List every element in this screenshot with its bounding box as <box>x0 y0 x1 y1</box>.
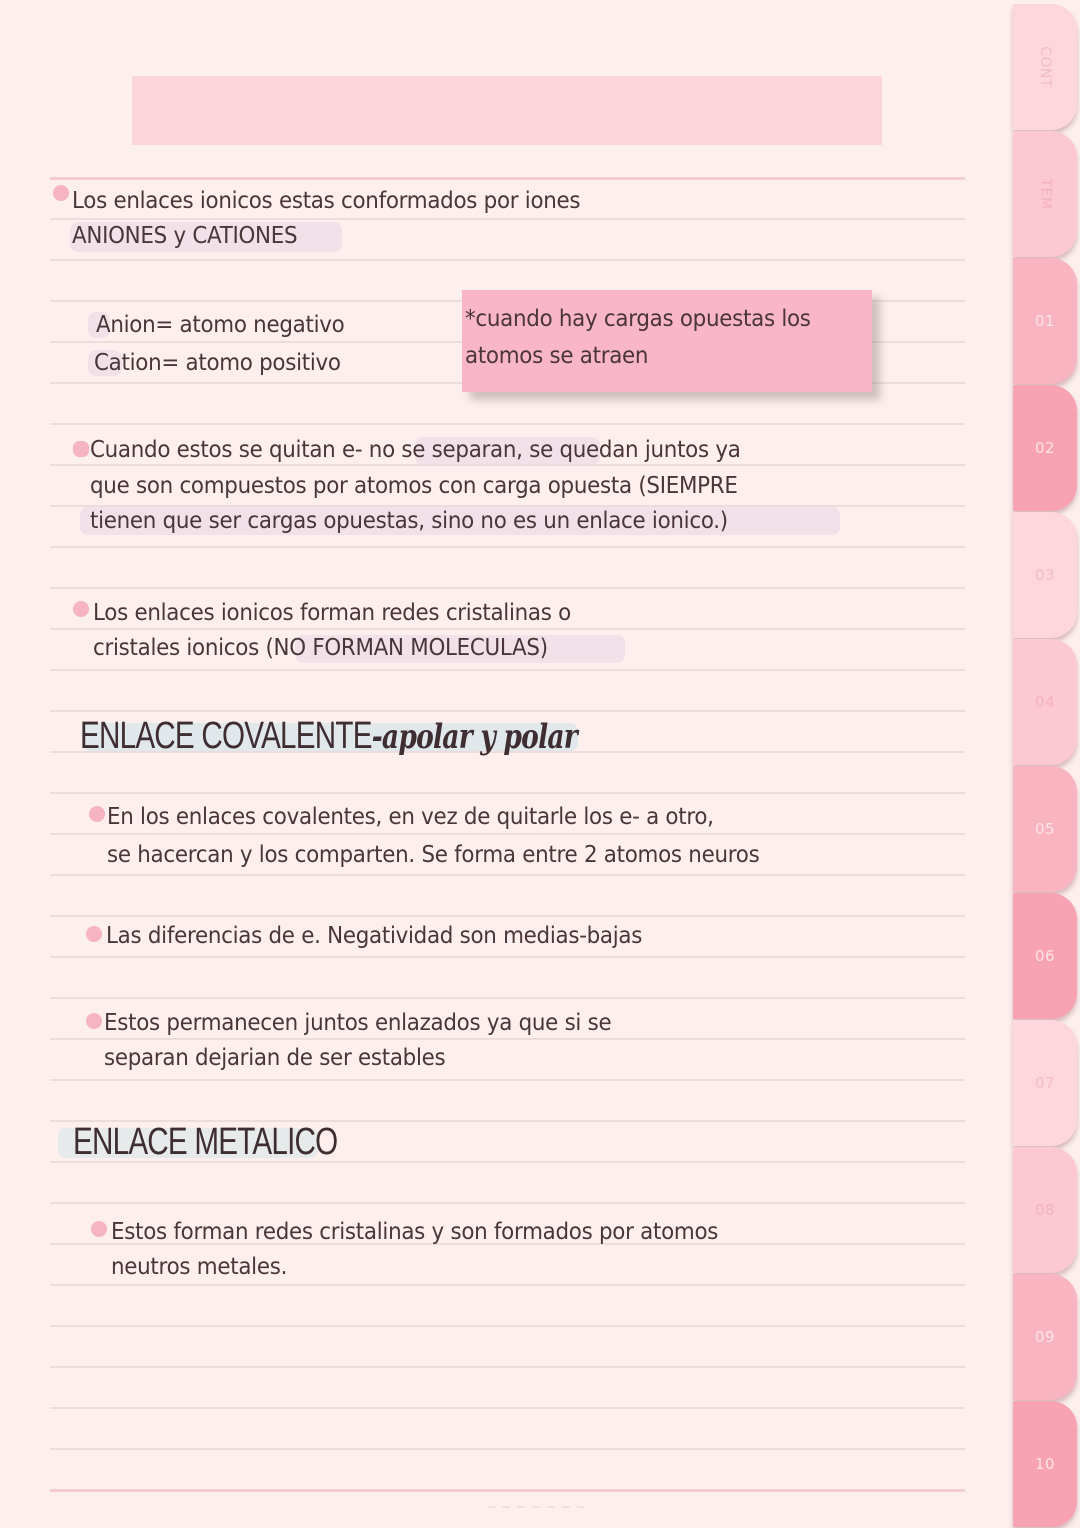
note-text: Las diferencias de e. Negatividad son medias-bajas <box>106 923 643 949</box>
rule-line <box>50 956 965 958</box>
section-heading-metallic <box>73 1120 337 1164</box>
note-text: En los enlaces covalentes, en vez de quitarle los e- a otro, <box>107 804 714 830</box>
note-text: cristales ionicos (NO FORMAN MOLECULAS) <box>93 635 548 661</box>
tab-01[interactable]: 01 <box>1013 258 1077 384</box>
note-text: se hacercan y los comparten. Se forma entre 2 atomos neuros <box>107 842 760 868</box>
bullet-icon <box>73 441 89 457</box>
bullet-icon <box>53 185 69 201</box>
tab-05[interactable]: 05 <box>1013 766 1077 892</box>
bullet-icon <box>89 806 105 822</box>
rule-line <box>50 1489 965 1492</box>
title-banner <box>132 76 882 145</box>
sticky-note-text: *cuando hay cargas opuestas los <box>465 306 811 332</box>
note-text: Cuando estos se quitan e- no se separan, se quedan juntos ya <box>90 437 741 463</box>
rule-line <box>50 792 965 794</box>
rule-line <box>50 546 965 548</box>
tab-04[interactable]: 04 <box>1013 639 1077 765</box>
tab-07[interactable]: 07 <box>1013 1020 1077 1146</box>
rule-line <box>50 177 965 180</box>
section-heading-covalent <box>80 714 577 759</box>
definition-cation: Cation= atomo positivo <box>94 350 341 376</box>
bullet-icon <box>86 926 102 942</box>
rule-line <box>50 1079 965 1081</box>
rule-line <box>50 669 965 671</box>
tab-02[interactable]: 02 <box>1013 385 1077 511</box>
note-text: Estos forman redes cristalinas y son formados por atomos <box>111 1219 719 1245</box>
rule-line <box>50 1407 965 1409</box>
note-text: Estos permanecen juntos enlazados ya que si se <box>104 1010 612 1036</box>
note-text: Los enlaces ionicos estas conformados por iones <box>72 188 581 214</box>
rule-line <box>50 1366 965 1368</box>
sticky-note-text: atomos se atraen <box>465 343 649 369</box>
note-text: tienen que ser cargas opuestas, sino no es un enlace ionico.) <box>90 508 728 534</box>
heading-subtitle: -apolar y polar <box>371 717 577 757</box>
rule-line <box>50 710 965 712</box>
heading-main: ENLACE COVALENTE <box>80 715 372 757</box>
tab-cont[interactable]: CONT <box>1013 4 1077 130</box>
tab-03[interactable]: 03 <box>1013 512 1077 638</box>
signature-watermark: ~~~~~~~ <box>485 1500 591 1515</box>
tab-09[interactable]: 09 <box>1013 1274 1077 1400</box>
heading-main: ENLACE METALICO <box>73 1121 338 1163</box>
rule-line <box>50 1448 965 1450</box>
note-text: neutros metales. <box>111 1254 288 1280</box>
rule-line <box>50 1202 965 1204</box>
definition-anion: Anion= atomo negativo <box>96 312 345 338</box>
rule-line <box>50 997 965 999</box>
note-text: separan dejarian de ser estables <box>104 1045 446 1071</box>
bullet-icon <box>73 601 89 617</box>
rule-line <box>50 915 965 917</box>
tab-10[interactable]: 10 <box>1013 1401 1077 1527</box>
bullet-icon <box>91 1221 107 1237</box>
rule-line <box>50 423 965 425</box>
rule-line <box>50 1325 965 1327</box>
tab-06[interactable]: 06 <box>1013 893 1077 1019</box>
note-text: que son compuestos por atomos con carga opuesta (SIEMPRE <box>90 473 738 499</box>
note-text: ANIONES y CATIONES <box>72 223 298 249</box>
note-text: Los enlaces ionicos forman redes cristalinas o <box>93 600 571 626</box>
tab-tem[interactable]: TEM <box>1013 131 1077 257</box>
tab-08[interactable]: 08 <box>1013 1147 1077 1273</box>
rule-line <box>50 874 965 876</box>
bullet-icon <box>86 1013 102 1029</box>
index-tabs <box>1013 0 1080 1528</box>
rule-line <box>50 587 965 589</box>
rule-line <box>50 259 965 261</box>
